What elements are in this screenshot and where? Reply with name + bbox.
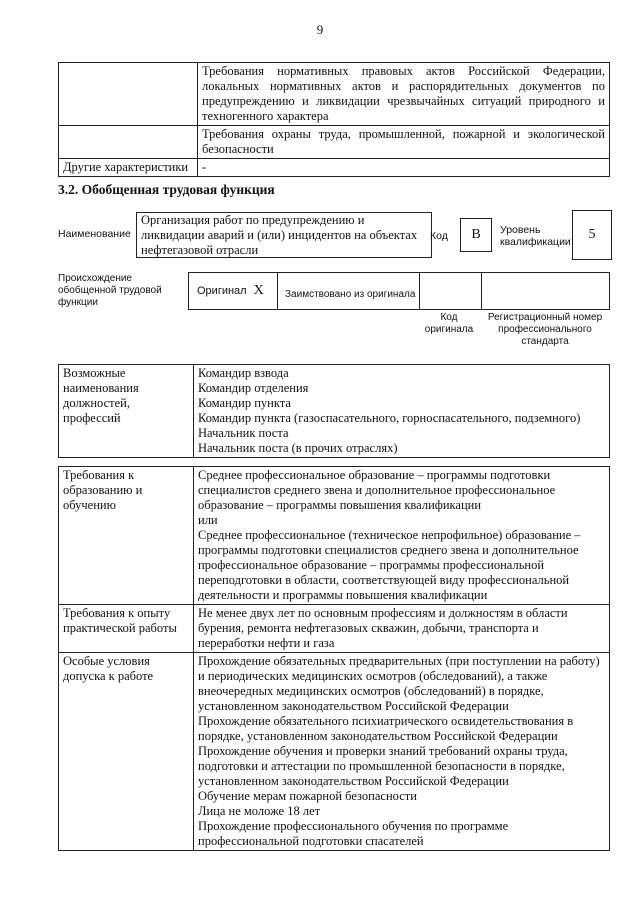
requirement-line: Среднее профессиональное образование – программы подготовки специалистов среднего звена и дополнительное профессиональное образование – программы повышения квалификации	[198, 468, 556, 512]
function-name: Организация работ по предупреждению и ликвидации аварий и (или) инцидентов на объектах нефтегазовой отрасли	[136, 212, 432, 258]
qualification-level: 5	[572, 210, 612, 260]
requirement-line: Лица не моложе 18 лет	[198, 804, 321, 818]
origin-label: Происхождение обобщенной трудовой функции	[58, 273, 162, 308]
requirement-line: Среднее профессиональное (техническое непрофильное) образование – программы подготовки специалистов среднего звена и дополнительное профессиональное образование – программы профессиональной переподготовки в области, соответствующей виду профессиональной деятельности и программы повышения квалификации	[198, 528, 581, 602]
requirement-line: Прохождение обязательных предварительных (при поступлении на работу) и периодических медицинских осмотров (обследований), а также внеочередных медицинских осмотров (обследований) в порядке, установленном законодательством Российской Федерации	[198, 654, 600, 713]
requirement-line: Прохождение профессионального обучения по программе профессиональной подготовки спасателей	[198, 819, 509, 848]
row-label: Другие характеристики	[59, 159, 198, 177]
requirement-line: Обучение мерам пожарной безопасности	[198, 789, 417, 803]
positions-table	[58, 364, 610, 458]
origin-row	[188, 272, 610, 310]
requirement-line: Прохождение обязательного психиатрического освидетельствования в порядке, установленном законодательством Российской Федерации	[198, 714, 574, 743]
list-item: Командир пункта (газоспасательного, горноспасательного, подземного)	[198, 411, 581, 425]
code-label: Код	[430, 230, 448, 242]
list-item: Командир взвода	[198, 366, 289, 380]
positions-list	[194, 365, 610, 458]
special-conditions-value	[194, 653, 610, 851]
table-row	[59, 467, 610, 605]
borrowed-label: Заимствовано из оригинала	[285, 289, 416, 300]
education-value	[194, 467, 610, 605]
education-label: Требования к образованию и обучению	[59, 467, 194, 605]
list-item: Начальник поста	[198, 426, 289, 440]
table-row	[59, 126, 610, 159]
requirement-line: или	[198, 513, 218, 527]
row-value: -	[198, 159, 610, 177]
row-label	[59, 126, 198, 159]
original-label: Оригинал	[197, 285, 247, 297]
page-number: 9	[316, 22, 324, 37]
characteristics-table	[58, 62, 610, 177]
experience-label: Требования к опыту практической работы	[59, 605, 194, 653]
table-row	[59, 63, 610, 126]
table-row	[59, 365, 610, 458]
table-row	[59, 605, 610, 653]
table-row	[59, 159, 610, 177]
requirement-line: Не менее двух лет по основным профессиям и должностям в области бурения, ремонта нефтегазовых скважин, добычи, транспорта и переработки нефти и газа	[198, 606, 568, 650]
table-row	[59, 653, 610, 851]
special-conditions-label: Особые условия допуска к работе	[59, 653, 194, 851]
section-title: 3.2. Обобщенная трудовая функция	[58, 182, 275, 197]
experience-value	[194, 605, 610, 653]
row-value: Требования нормативных правовых актов Российской Федерации, локальных нормативных актов и распорядительных документов по предупреждению и ликвидации чрезвычайных ситуаций природного и техногенного характера	[198, 63, 610, 126]
reg-number-caption: Регистрационный номер профессионального стандарта	[487, 312, 603, 347]
requirement-line: Прохождение обучения и проверки знаний требований охраны труда, подготовки и аттестации по промышленной безопасности в порядке, установленном законодательством Российской Федерации	[198, 744, 568, 788]
code-caption: Код оригинала	[424, 312, 474, 335]
function-code: B	[460, 218, 492, 252]
positions-label: Возможные наименования должностей, профессий	[59, 365, 194, 458]
requirements-table	[58, 466, 610, 851]
row-label	[59, 63, 198, 126]
list-item: Начальник поста (в прочих отраслях)	[198, 441, 398, 455]
name-label: Наименование	[58, 228, 131, 240]
list-item: Командир пункта	[198, 396, 291, 410]
level-label: Уровень квалификации	[500, 224, 571, 248]
list-item: Командир отделения	[198, 381, 309, 395]
row-value: Требования охраны труда, промышленной, пожарной и экологической безопасности	[198, 126, 610, 159]
original-mark: X	[253, 283, 264, 298]
